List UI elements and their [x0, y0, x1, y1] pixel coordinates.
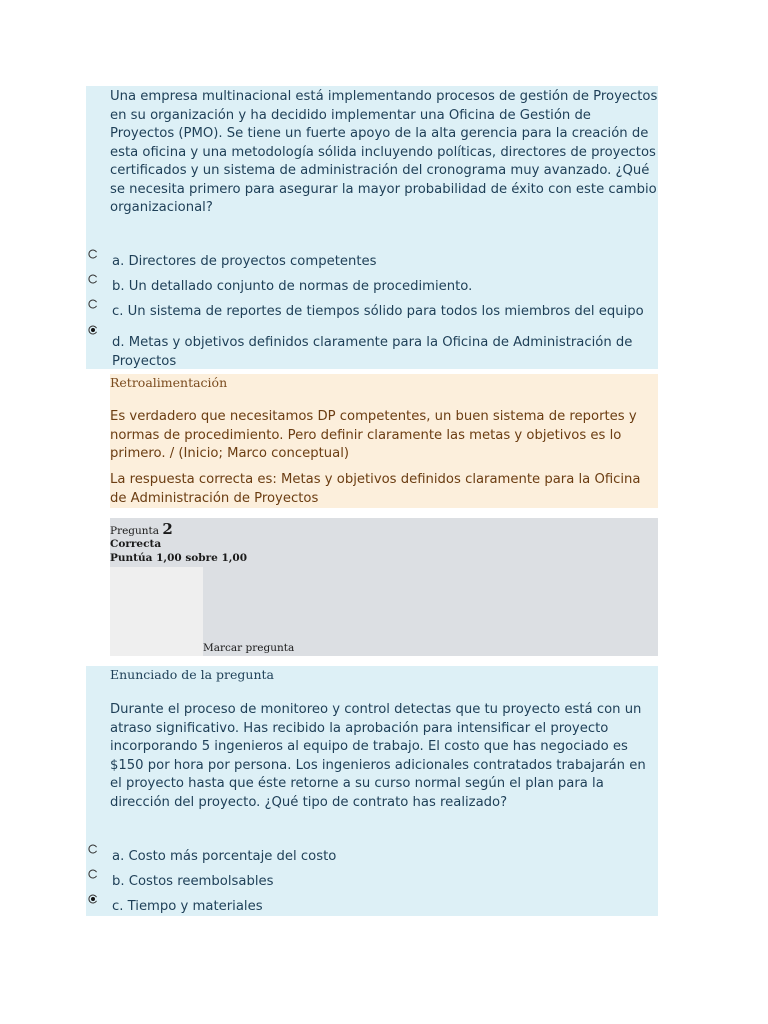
flag-question-link[interactable]: Marcar pregunta — [203, 642, 295, 654]
q2-option-c-radio-selected[interactable] — [88, 894, 98, 904]
option-c-label[interactable]: c. Un sistema de reportes de tiempos sólido para todos los miembros del equipo — [112, 304, 644, 319]
option-b-label[interactable]: b. Un detallado conjunto de normas de procedimiento. — [112, 279, 473, 294]
q2-option-b-label[interactable]: b. Costos reembolsables — [112, 874, 274, 889]
feedback-title: Retroalimentación — [110, 375, 228, 390]
q2-option-c-label[interactable]: c. Tiempo y materiales — [112, 899, 263, 914]
question-status: Correcta — [110, 538, 162, 550]
correct-answer-text: La respuesta correcta es: Metas y objetivos definidos claramente para la Oficina de Administración de Proyectos — [110, 472, 641, 506]
question-2-text: Durante el proceso de monitoreo y control detectas que tu proyecto está con un atraso significativo. Has recibido la aprobación para intensificar el proyecto incorporando 5 ingenieros al equipo de trabajo. El costo que has negociado es $150 por hora por persona. Los ingenieros adicionales contratados trabajarán en el proyecto hasta que éste retorne a su curso normal según el plan para la dirección del proyecto. ¿Qué tipo de contrato has realizado? — [110, 702, 646, 810]
question-label: Pregunta — [110, 525, 160, 537]
question-score: Puntúa 1,00 sobre 1,00 — [110, 552, 248, 564]
q2-option-a-radio[interactable] — [88, 844, 98, 854]
question-1-text: Una empresa multinacional está implementando procesos de gestión de Proyectos en su organización y ha decidido implementar una Oficina de Gestión de Proyectos (PMO). Se tiene un fuerte apoyo de la alta gerencia para la creación de esta oficina y una metodología sólida incluyendo políticas, directores de proyectos certificados y un sistema de administración del cronograma muy avanzado. ¿Qué se necesita primero para asegurar la mayor probabilidad de éxito con este cambio organizacional? — [110, 89, 658, 215]
option-c-radio[interactable] — [88, 299, 98, 309]
option-d-label[interactable]: d. Metas y objetivos definidos claramente para la Oficina de Administración de Proyectos — [112, 335, 633, 369]
option-d-radio-selected[interactable] — [88, 325, 98, 335]
question-2-info-blank — [110, 567, 203, 656]
question-number-label — [110, 520, 173, 538]
question-2-heading: Enunciado de la pregunta — [110, 667, 274, 682]
option-b-radio[interactable] — [88, 274, 98, 284]
question-number: 2 — [162, 520, 173, 538]
q2-option-a-label[interactable]: a. Costo más porcentaje del costo — [112, 849, 337, 864]
feedback-text: Es verdadero que necesitamos DP competentes, un buen sistema de reportes y normas de procedimiento. Pero definir claramente las metas y objetivos es lo primero. / (Inicio; Marco conceptual) — [110, 409, 637, 461]
option-a-radio[interactable] — [88, 249, 98, 259]
q2-option-b-radio[interactable] — [88, 869, 98, 879]
option-a-label[interactable]: a. Directores de proyectos competentes — [112, 254, 377, 269]
